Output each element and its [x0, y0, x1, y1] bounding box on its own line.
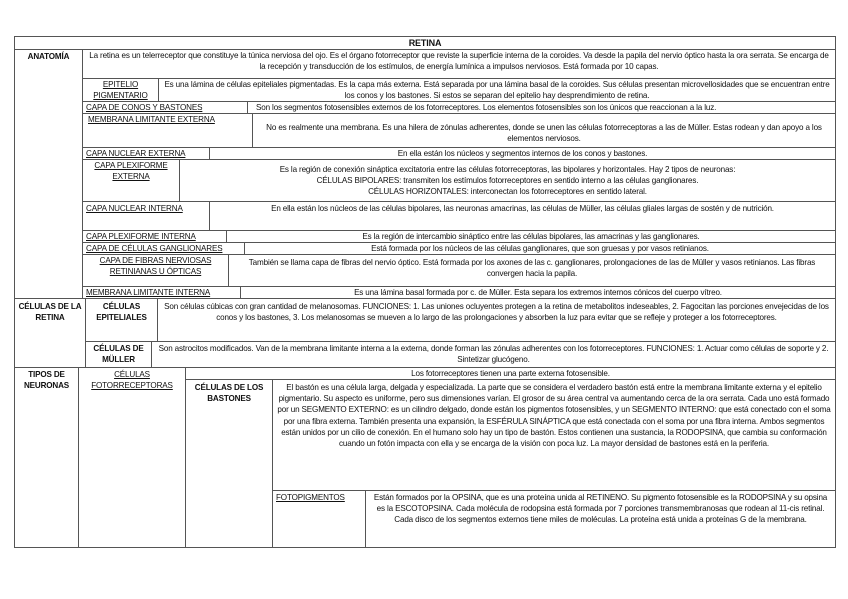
layer-text-membrana-limitante-externa: No es realmente una membrana. Es una hilera de zónulas adherentes, donde se unen las células fotorreceptoras a las de Müller. Estas rodean y dan apoyo a los elementos nerviosos.	[252, 113, 836, 148]
anatomia-intro: La retina es un telerreceptor que constituye la túnica nerviosa del ojo. Es el órgano fotorreceptor que reviste la superficie interna de la coroides. Va desde la papila del nervio óptico hasta la ora serrata. Se encarga de la recepción y transducción de los estímulos, de energía lumínica a impulsos nerviosos. Está formada por 10 capas.	[82, 49, 836, 79]
plexiforme-externa-line-horizontales: CÉLULAS HORIZONTALES: interconectan los fotorreceptores en sentido lateral.	[368, 187, 647, 197]
layer-name-epitelio-pigmentario: EPITELIO PIGMENTARIO	[82, 78, 159, 102]
layer-text-nuclear-interna: En ella están los núcleos de las células bipolares, las neuronas amacrinas, las células de Müller, las células gliales largas de sostén y de nutrición.	[209, 201, 836, 231]
layer-text-plexiforme-interna: Es la región de intercambio sináptico entre las células bipolares, las amacrinas y las ganglionares.	[226, 230, 836, 243]
table-title: RETINA	[14, 36, 836, 50]
celula-text-muller: Son astrocitos modificados. Van de la membrana limitante interna a la externa, donde forman las zónulas adherentes con los fotorreceptores. FUNCIONES: 1. Actuar como células de soporte y 2. Sintetizar glucógeno.	[151, 341, 836, 368]
layer-name-plexiforme-externa: CAPA PLEXIFORME EXTERNA	[82, 159, 180, 202]
layer-text-celulas-ganglionares: Está formada por los núcleos de las células ganglionares, que son gruesas y por vasos retinianos.	[244, 242, 836, 255]
layer-text-conos-bastones: Son los segmentos fotosensibles externos de los fotorreceptores. Los elementos fotosensibles son los únicos que reaccionan a la luz.	[247, 101, 836, 114]
plexiforme-externa-line-1: Es la región de conexión sináptica excitatoria entre las células fotorreceptoras, las bipolares y horizontales. Hay 2 tipos de neuronas:	[279, 165, 736, 174]
layer-text-nuclear-externa: En ella están los núcleos y segmentos internos de los conos y bastones.	[209, 147, 836, 160]
subtipo-text-bastones: El bastón es una célula larga, delgada y especializada. La parte que se considera el verdadero bastón está entre la membrana limitante externa y el epitelio pigmentario. Su aspecto es uniforme, pero sus dimensiones varían. El grosor de su área central va aumentando cerca de la ora serrata. Cada uno está formado por un SEGMENTO EXTERNO: es un cilindro delgado, donde están los pigmentos fotosensibles, y un SEGMENTO INTERNO: que está conectado con el soma por una fibra externa. También presenta una expansión, la ESFÉRULA SINÁPTICA que está conectada con el soma por una fibra interna. Ambos segmentos están unidos por un cilio de conexión. En el humano solo hay un tipo de bastón. Estos contienen una sustancia, la RODOPSINA, que cambia su conformación cuando un fotón impacta con ella y se encarga de la visión con poca luz. La mayor densidad de bastones está en la periferia.	[272, 379, 836, 491]
layer-name-conos-bastones: CAPA DE CONOS Y BASTONES	[82, 101, 248, 114]
layer-name-membrana-limitante-externa: MEMBRANA LIMITANTE EXTERNA	[82, 113, 253, 148]
layer-name-membrana-limitante-interna: MEMBRANA LIMITANTE INTERNA	[82, 286, 241, 299]
plexiforme-externa-line-bipolares: CÉLULAS BIPOLARES: transmiten los estímulos fotorreceptores en sentido interno a las células ganglionares.	[316, 176, 699, 186]
layer-name-nuclear-externa: CAPA NUCLEAR EXTERNA	[82, 147, 210, 160]
fotorreceptoras-intro: Los fotorreceptores tienen una parte externa fotosensible.	[185, 367, 836, 380]
subtipo-name-bastones: CÉLULAS DE LOS BASTONES	[185, 379, 273, 548]
celula-text-epiteliales: Son células cúbicas con gran cantidad de melanosomas. FUNCIONES: 1. Las uniones ocluyentes protegen a la retina de metabolitos indeseables, 2. Fagocitan las porciones envejecidas de los conos y los bastones, 3. Los melanosomas se mueven a lo largo de las prolongaciones y absorben la luz para evitar que se refleje y proteger a los fotorreceptores.	[157, 298, 836, 342]
layer-name-celulas-ganglionares: CAPA DE CÉLULAS GANGLIONARES	[82, 242, 245, 255]
celula-name-muller: CÉLULAS DE MÜLLER	[85, 341, 152, 368]
fotopigmentos-name: FOTOPIGMENTOS	[272, 490, 366, 548]
layer-name-fibras-nerviosas: CAPA DE FIBRAS NERVIOSAS RETINIANAS U ÓPTICAS	[82, 254, 229, 287]
layer-text-fibras-nerviosas: También se llama capa de fibras del nervio óptico. Está formada por los axones de las c. ganglionares, prolongaciones de las de Müller y vasos retinianos. Las fibras convergen hacia la papila.	[228, 254, 836, 287]
neurona-name-fotorreceptoras: CÉLULAS FOTORRECEPTORAS	[78, 367, 186, 548]
section-label-celulas-retina: CÉLULAS DE LA RETINA	[14, 298, 86, 368]
layer-text-epitelio-pigmentario: Es una lámina de células epiteliales pigmentadas. Es la capa más externa. Está separada por una lámina basal de la coroides. Sus células presentan microvellosidades que se encuentran entre los conos y los bastones. Si estos se separan del epitelio hay desprendimiento de retina.	[158, 78, 836, 102]
section-label-anatomia: ANATOMÍA	[14, 49, 83, 299]
celula-name-epiteliales: CÉLULAS EPITELIALES	[85, 298, 158, 342]
section-label-tipos-neuronas: TIPOS DE NEURONAS	[14, 367, 79, 548]
layer-name-plexiforme-interna: CAPA PLEXIFORME INTERNA	[82, 230, 227, 243]
layer-text-membrana-limitante-interna: Es una lámina basal formada por c. de Müller. Esta separa los extremos internos cónicos del cuerpo vítreo.	[240, 286, 836, 299]
layer-text-plexiforme-externa	[179, 159, 836, 202]
fotopigmentos-text: Están formados por la OPSINA, que es una proteína unida al RETINENO. Su pigmento fotosensible es la RODOPSINA y su opsina es la ESCOTOPSINA. Cada molécula de rodopsina está formada por 7 porciones transmembranosas que rodean al 11-cis retinal. Cada disco de los segmentos externos tiene miles de moléculas. La proteína está unida a proteínas G de la membrana.	[365, 490, 836, 548]
layer-name-nuclear-interna: CAPA NUCLEAR INTERNA	[82, 201, 210, 231]
